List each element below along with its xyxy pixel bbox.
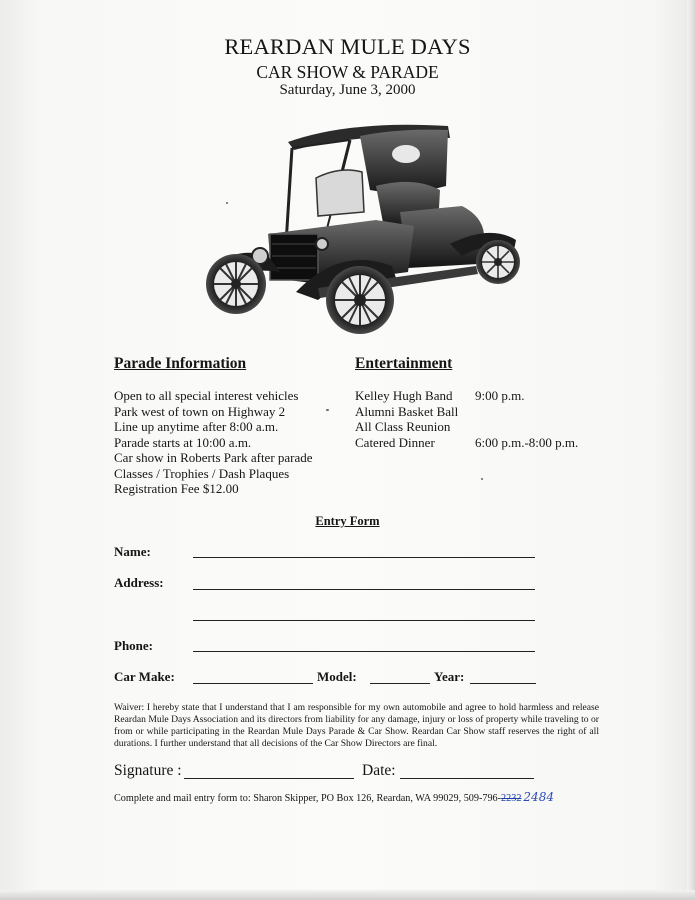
entertainment-name: Catered Dinner: [355, 434, 435, 450]
entertainment-name: Kelley Hugh Band: [355, 388, 453, 403]
waiver-text: Waiver: I hereby state that I understand that I am responsible for my own automobile and agree to hold harmless and release Reardan Mule Days Association and its directors from liability for any damage, injury or loss of property while traveling to or from or while participating in the Reardan Mule Days Parade & Car Show. Reardan Car Show staff reserves the right of all durations. I further understand that all decisions of the Car Show Directors are final.: [114, 702, 599, 749]
signature-label: Signature :: [114, 762, 182, 779]
list-item: [355, 419, 578, 435]
address-label: Address:: [114, 575, 164, 590]
struck-phone-digits: 2232: [501, 793, 522, 804]
mailing-text: Complete and mail entry form to: Sharon Skipper, PO Box 126, Reardan, WA 99029, 509-796-: [114, 793, 502, 804]
car-make-field[interactable]: [193, 683, 313, 684]
date-field[interactable]: [400, 778, 534, 779]
paper-edge-bottom: [0, 890, 695, 900]
list-item: [355, 388, 578, 404]
model-label: Model:: [317, 669, 357, 684]
signature-field[interactable]: [184, 778, 354, 779]
paper-edge-right: [687, 0, 695, 900]
list-item: Parade starts at 10:00 a.m.: [114, 434, 252, 450]
page-subtitle: CAR SHOW & PARADE: [256, 62, 439, 82]
address-field-line-2[interactable]: [193, 620, 535, 621]
date-label: Date:: [362, 762, 396, 779]
list-item: Line up anytime after 8:00 a.m.: [114, 419, 279, 434]
phone-field[interactable]: [193, 651, 535, 652]
list-item: Classes / Trophies / Dash Plaques: [114, 465, 290, 481]
entertainment-time: 9:00 p.m.: [475, 388, 525, 403]
list-item: [355, 435, 578, 451]
list-item: [355, 404, 578, 420]
antique-car-icon: [200, 116, 525, 348]
year-field[interactable]: [470, 683, 536, 684]
list-item: Park west of town on Highway 2: [114, 403, 286, 419]
entertainment-time: 6:00 p.m.-8:00 p.m.: [475, 434, 579, 450]
entertainment-list: [355, 388, 578, 450]
mailing-instructions: [114, 790, 554, 804]
phone-label: Phone:: [114, 638, 153, 653]
page-title: REARDAN MULE DAYS: [224, 34, 471, 59]
list-item: Car show in Roberts Park after parade: [114, 450, 313, 465]
address-field-line-1[interactable]: [193, 589, 535, 590]
year-label: Year:: [434, 669, 465, 684]
entry-form-heading: Entry Form: [315, 514, 380, 528]
handwritten-phone-digits: 2484: [523, 790, 554, 804]
entertainment-name: All Class Reunion: [355, 419, 451, 434]
model-field[interactable]: [370, 683, 430, 684]
scan-speck: [481, 478, 483, 480]
car-make-label: Car Make:: [114, 669, 175, 684]
scan-speck: [326, 409, 329, 411]
name-field[interactable]: [193, 557, 535, 558]
list-item: Registration Fee $12.00: [114, 481, 239, 496]
parade-info-heading: Parade Information: [114, 355, 247, 372]
entertainment-name: Alumni Basket Ball: [355, 403, 459, 419]
parade-info-list: [114, 388, 313, 497]
name-label: Name:: [114, 544, 151, 559]
scan-speck: [226, 202, 228, 204]
event-date: Saturday, June 3, 2000: [279, 82, 416, 98]
entertainment-heading: Entertainment: [355, 355, 453, 372]
list-item: Open to all special interest vehicles: [114, 388, 299, 403]
